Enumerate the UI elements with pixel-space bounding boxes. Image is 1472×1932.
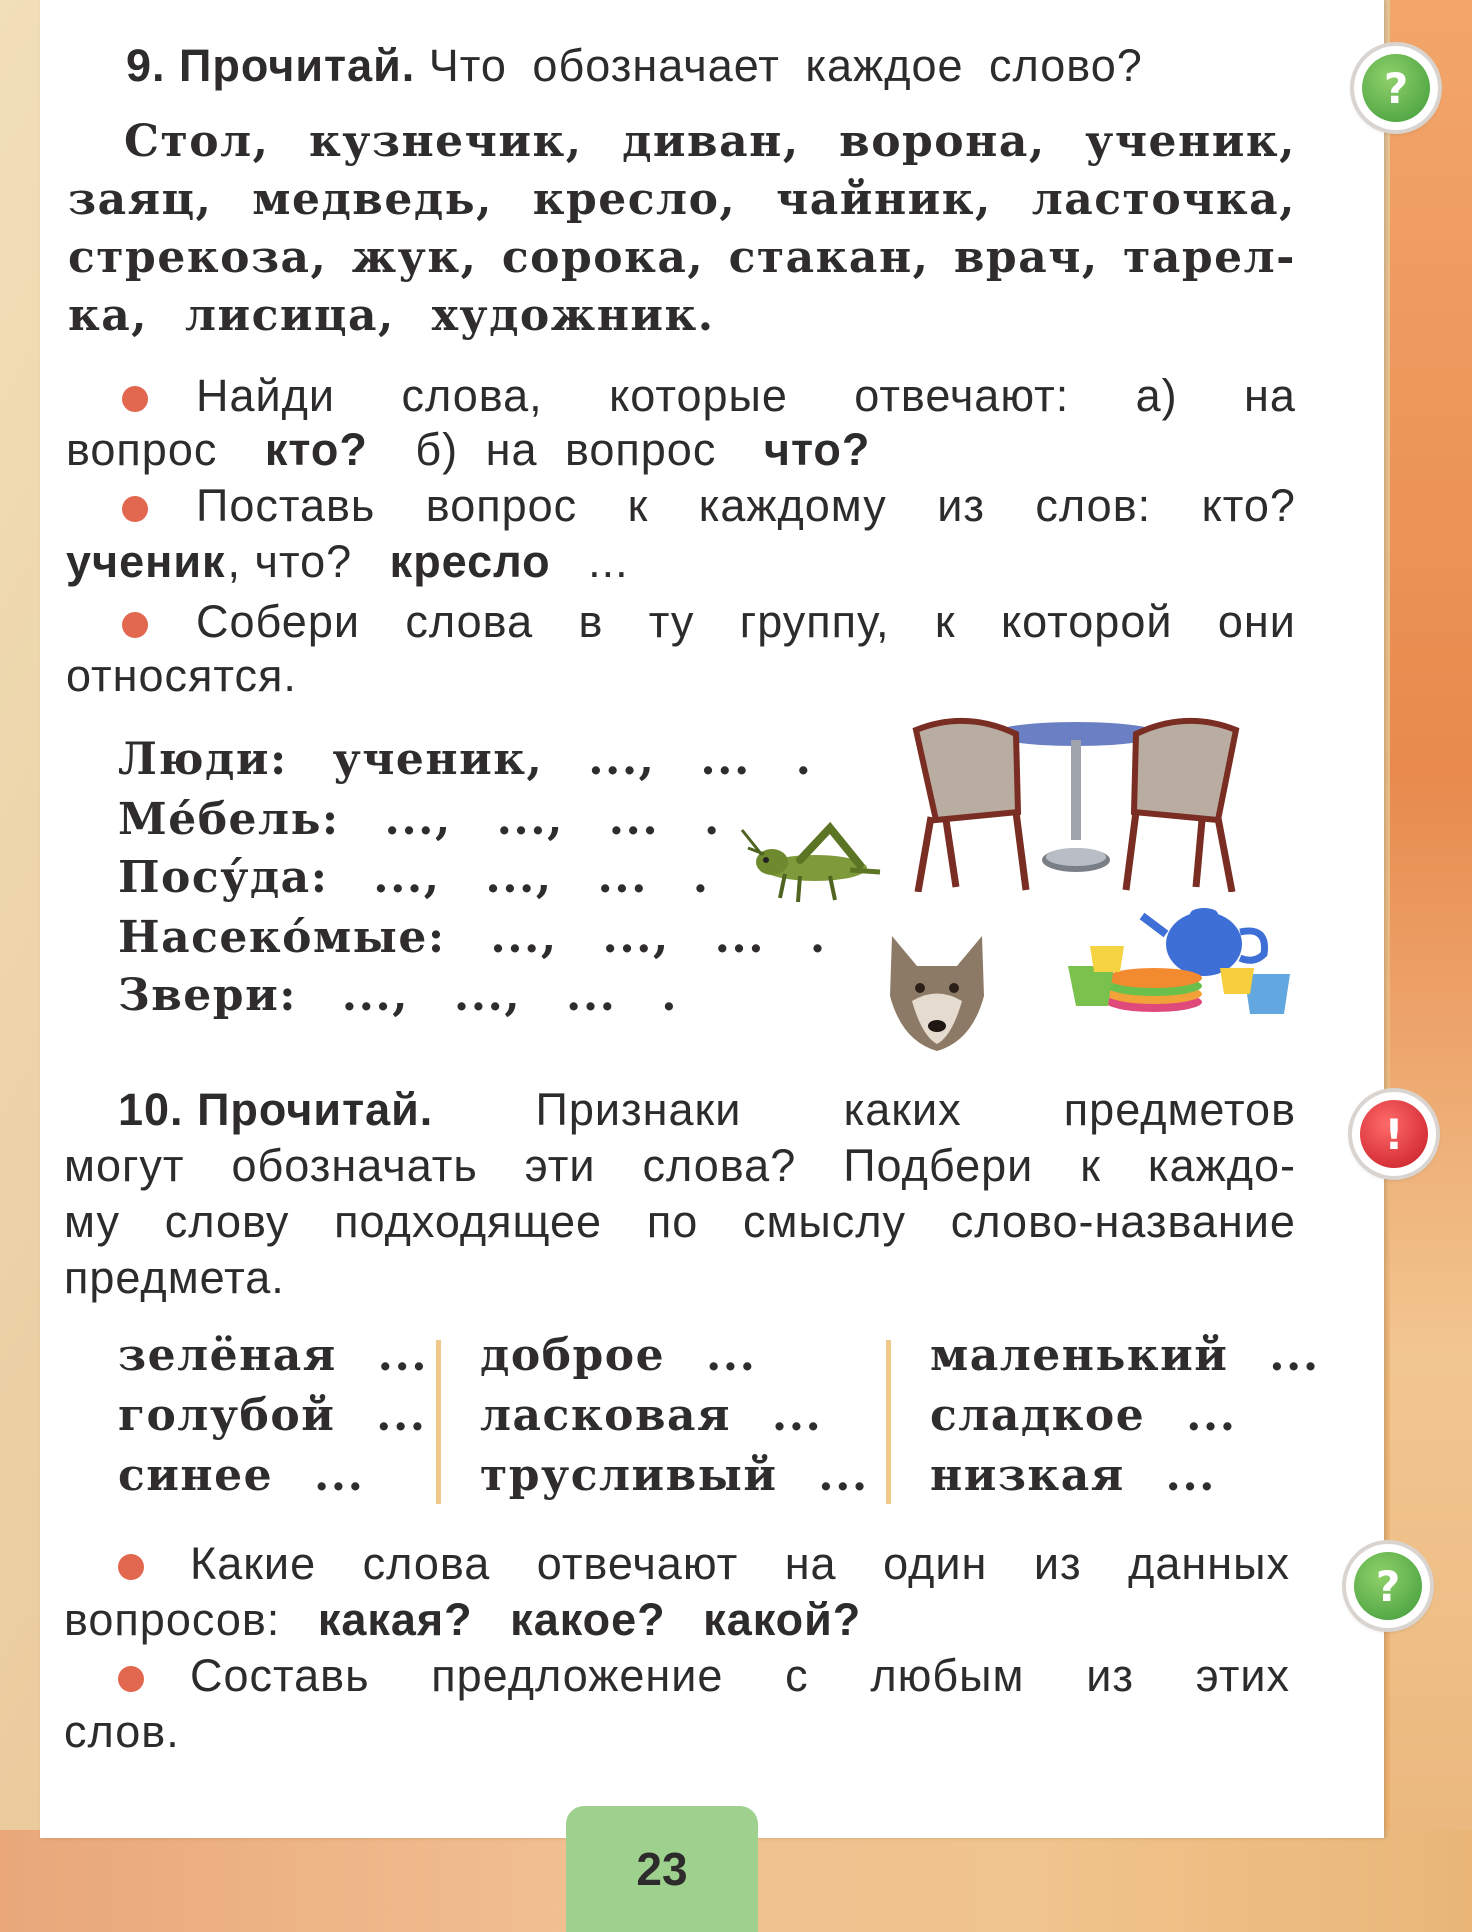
text: каждо-: [1147, 1140, 1296, 1191]
text: слова: [405, 596, 534, 647]
text: смыслу: [742, 1196, 907, 1247]
question-word: кто?: [264, 424, 368, 475]
text: а): [1135, 370, 1178, 421]
group-item: ...: [700, 734, 751, 785]
exercise-10-header: [118, 1084, 1296, 1136]
text: относятся.: [66, 650, 297, 701]
adjective: маленький: [930, 1330, 1229, 1381]
group-item: ...,: [496, 794, 564, 845]
adjective-row: [480, 1330, 756, 1381]
group-item: .: [692, 852, 710, 903]
blank: ...: [1186, 1390, 1237, 1441]
word: диван,: [622, 116, 800, 167]
word: тарел-: [1123, 232, 1296, 283]
group-item: ...,: [453, 970, 522, 1021]
ex9-task1-line1: [196, 370, 1296, 422]
blank: ...: [818, 1450, 869, 1501]
text: любым: [870, 1650, 1025, 1701]
blank: ...: [1165, 1450, 1217, 1501]
column-divider: [436, 1340, 441, 1504]
word: ласточка,: [1031, 174, 1296, 225]
text: Подбери: [843, 1140, 1034, 1191]
text: один: [883, 1538, 988, 1589]
example-word: кресло: [389, 536, 551, 587]
ex10-task1-line2: [64, 1594, 861, 1646]
group-animals: [118, 970, 678, 1021]
text: слово-название: [950, 1196, 1296, 1247]
exclamation-icon: !: [1360, 1100, 1428, 1168]
word: медведь,: [252, 174, 493, 225]
text: предметов: [1063, 1084, 1296, 1135]
column-divider: [886, 1340, 891, 1504]
text: к: [1080, 1140, 1101, 1191]
text: на: [784, 1538, 837, 1589]
group-item: ...,: [384, 794, 452, 845]
word: кузнечик,: [308, 116, 583, 167]
text: вопрос: [425, 480, 578, 531]
bullet-icon: [122, 496, 148, 522]
text: из: [1033, 1538, 1082, 1589]
blank: ...: [1269, 1330, 1320, 1381]
adjective-row: [118, 1450, 364, 1501]
word: стрекоза,: [68, 232, 328, 283]
group-item: ...: [566, 970, 617, 1021]
ex10-task2-line1: [190, 1650, 1290, 1702]
blank: ...: [377, 1330, 429, 1381]
exercise-10-number: 10.: [118, 1084, 184, 1135]
blank: ...: [705, 1330, 757, 1381]
question-badge: [1354, 46, 1438, 130]
text: из: [1086, 1650, 1134, 1701]
question-word: какая?: [317, 1594, 473, 1645]
text: , что?: [227, 536, 353, 587]
word: врач,: [953, 232, 1099, 283]
group-item: ...: [597, 852, 648, 903]
text: слова?: [642, 1140, 797, 1191]
word: ученик,: [1085, 116, 1296, 167]
text: отвечают:: [854, 370, 1070, 421]
blank: ...: [771, 1390, 823, 1441]
ex10-task2-line2: [64, 1706, 180, 1758]
text: с: [785, 1650, 809, 1701]
text: му: [64, 1196, 120, 1247]
group-insects: [118, 912, 827, 963]
question-icon: ?: [1354, 1552, 1422, 1620]
text: каких: [843, 1084, 962, 1135]
blank: ...: [313, 1450, 365, 1501]
text: в: [578, 596, 604, 647]
text: эти: [524, 1140, 596, 1191]
text: вопросов:: [64, 1594, 281, 1645]
text: б) на вопрос: [415, 424, 717, 475]
bullet-icon: [122, 386, 148, 412]
word: чайник,: [776, 174, 992, 225]
group-label: Звери:: [118, 970, 297, 1021]
adjective: зелёная: [118, 1330, 337, 1381]
exercise-9-number: 9.: [126, 40, 166, 91]
exercise-9-title: Прочитай.: [179, 40, 416, 91]
ex10-task1-line1: [190, 1538, 1290, 1590]
blank: ...: [376, 1390, 427, 1441]
text: слова,: [401, 370, 543, 421]
text: могут: [64, 1140, 185, 1191]
text: обозначать: [231, 1140, 478, 1191]
group-item: .: [809, 912, 827, 963]
text: подходящее: [334, 1196, 603, 1247]
ex9-task2-line1: [196, 480, 1296, 532]
word: ворона,: [839, 116, 1046, 167]
question-icon: ?: [1362, 54, 1430, 122]
group-item: .: [704, 794, 721, 845]
text: Поставь: [196, 480, 376, 531]
question-word: что?: [763, 424, 871, 475]
text: которые: [609, 370, 788, 421]
group-dishes: [118, 852, 710, 903]
grasshopper-illustration: [740, 810, 890, 910]
word: стакан,: [728, 232, 930, 283]
adjective-row: [930, 1390, 1237, 1441]
text: по: [646, 1196, 699, 1247]
group-item: ...: [714, 912, 766, 963]
word: сорока,: [501, 232, 705, 283]
ex9-task2-line2: [66, 536, 629, 588]
text: слова: [362, 1538, 491, 1589]
text: к: [934, 596, 956, 647]
adjective-row: [118, 1330, 428, 1381]
text: Составь: [190, 1650, 370, 1701]
text: к: [627, 480, 649, 531]
text: слов:: [1035, 480, 1152, 531]
text: предмета.: [64, 1252, 285, 1303]
text: отвечают: [536, 1538, 739, 1589]
group-label: Посу́да:: [118, 852, 329, 903]
group-item: ...,: [602, 912, 670, 963]
group-item: ...,: [588, 734, 656, 785]
word-list-line-4: [68, 290, 715, 341]
group-label: Ме́бель:: [118, 794, 340, 845]
group-item: ...: [608, 794, 660, 845]
ex9-task1-line2: [66, 424, 870, 476]
group-label: Люди:: [118, 734, 288, 785]
text: Какие: [190, 1538, 317, 1589]
text: группу,: [739, 596, 890, 647]
group-item: ...,: [373, 852, 441, 903]
adjective-row: [930, 1330, 1320, 1381]
adjective: ласковая: [480, 1390, 732, 1441]
furniture-illustration: [906, 712, 1246, 892]
group-item: ...,: [341, 970, 410, 1021]
example-word: ученик: [66, 536, 226, 587]
text: которой: [1000, 596, 1173, 647]
text: кто?: [1201, 480, 1296, 531]
adjective: трусливый: [480, 1450, 778, 1501]
exercise-9-question: Что обозначает каждое слово?: [428, 40, 1143, 91]
exercise-9-header: [126, 40, 1280, 92]
word: кресло,: [532, 174, 737, 225]
bullet-icon: [118, 1666, 144, 1692]
group-item: .: [661, 970, 679, 1021]
group-item: .: [795, 734, 813, 785]
text: Собери: [196, 596, 360, 647]
group-people: [118, 734, 812, 785]
text: данных: [1128, 1538, 1290, 1589]
adjective-row: [930, 1450, 1216, 1501]
ex9-task3-line1: [196, 596, 1296, 648]
group-item: ...,: [490, 912, 558, 963]
dishes-illustration: [1054, 902, 1300, 1042]
text: этих: [1195, 1650, 1290, 1701]
word: художник.: [431, 290, 715, 341]
warning-badge: [1352, 1092, 1436, 1176]
text: вопрос: [66, 424, 218, 475]
text: слову: [164, 1196, 290, 1247]
word-list-line-3: [68, 232, 1296, 283]
question-word: какое?: [510, 1594, 666, 1645]
word: ка,: [68, 290, 149, 341]
exercise-10-title: Прочитай.: [197, 1084, 434, 1135]
text: из: [937, 480, 985, 531]
group-furniture: [118, 794, 721, 845]
word-list-line-2: [68, 174, 1296, 225]
text: на: [1244, 370, 1296, 421]
page-number: 23: [566, 1806, 758, 1932]
adjective-row: [480, 1390, 822, 1441]
text: ту: [648, 596, 695, 647]
group-label: Насеко́мые:: [118, 912, 446, 963]
group-item: ученик,: [332, 734, 544, 785]
ex10-line4: [64, 1252, 285, 1304]
adjective: низкая: [930, 1450, 1125, 1501]
adjective: доброе: [480, 1330, 666, 1381]
group-item: ...,: [485, 852, 553, 903]
adjective: синее: [118, 1450, 274, 1501]
adjective-row: [118, 1390, 427, 1441]
adjective: сладкое: [930, 1390, 1146, 1441]
word: заяц,: [68, 174, 213, 225]
adjective-row: [480, 1450, 869, 1501]
text: Признаки: [535, 1084, 742, 1135]
bullet-icon: [118, 1554, 144, 1580]
question-word: какой?: [703, 1594, 862, 1645]
text: слов.: [64, 1706, 180, 1757]
text: они: [1217, 596, 1296, 647]
word: жук,: [351, 232, 478, 283]
adjective: голубой: [118, 1390, 336, 1441]
question-badge: [1346, 1544, 1430, 1628]
text: предложение: [431, 1650, 724, 1701]
ex10-line2: [64, 1140, 1296, 1192]
text: Найди: [196, 370, 336, 421]
ex10-line3: [64, 1196, 1296, 1248]
bullet-icon: [122, 612, 148, 638]
ex9-task3-line2: [66, 650, 297, 702]
text: ...: [588, 536, 629, 587]
text: каждому: [698, 480, 887, 531]
word: лисица,: [184, 290, 395, 341]
word: Стол,: [124, 116, 270, 167]
word-list-line-1: [124, 116, 1296, 167]
page-edge-decoration: [1390, 0, 1472, 1932]
wolf-illustration: [872, 926, 1002, 1056]
